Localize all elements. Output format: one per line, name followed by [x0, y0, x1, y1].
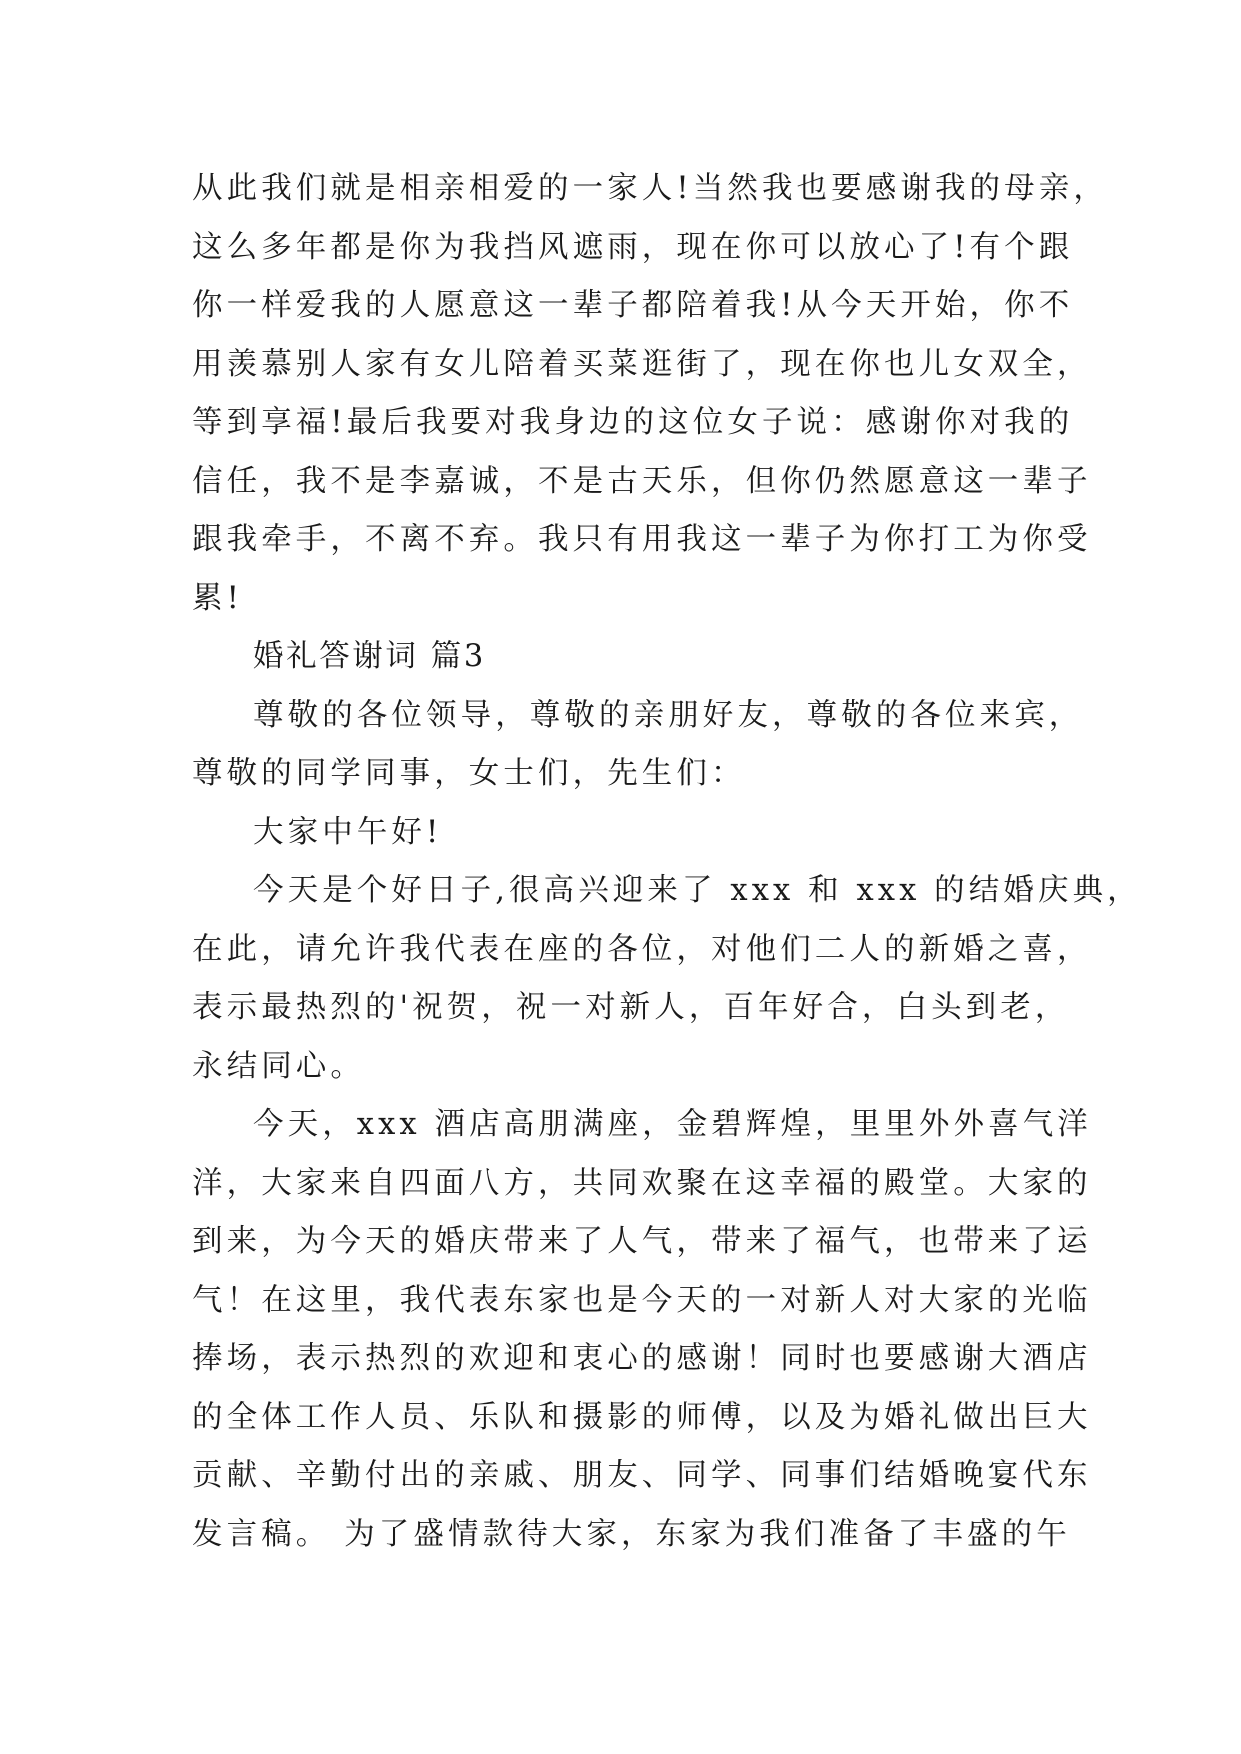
text-line: 你一样爱我的人愿意这一辈子都陪着我!从今天开始，你不: [192, 288, 1074, 323]
text-line: 累!: [192, 580, 243, 616]
paragraph-first-line: 今天是个好日子,很高兴迎来了 xxx 和 xxx 的结婚庆典，: [253, 873, 1142, 908]
text-line: 等到享福!最后我要对我身边的这位女子说：感谢你对我的: [192, 405, 1074, 440]
text-line: 尊敬的同学同事，女士们，先生们：: [192, 756, 746, 791]
text-line: 永结同心。: [192, 1048, 365, 1084]
paragraph-first-line: 尊敬的各位领导，尊敬的亲朋好友，尊敬的各位来宾，: [253, 697, 1084, 733]
text-line: 表示最热烈的'祝贺，祝一对新人，百年好合，白头到老，: [192, 990, 1070, 1025]
text-line: 这么多年都是你为我挡风遮雨，现在你可以放心了!有个跟: [192, 229, 1074, 265]
text-line: 从此我们就是相亲相爱的一家人!当然我也要感谢我的母亲，: [192, 171, 1108, 206]
text-line: 跟我牵手，不离不弃。我只有用我这一辈子为你打工为你受: [192, 522, 1092, 557]
text-line: 气！在这里，我代表东家也是今天的一对新人对大家的光临: [192, 1282, 1092, 1318]
text-line: 贡献、辛勤付出的亲戚、朋友、同学、同事们结婚晚宴代东: [192, 1458, 1092, 1493]
paragraph-first-line: 大家中午好!: [253, 814, 443, 850]
text-line: 在此，请允许我代表在座的各位，对他们二人的新婚之喜，: [192, 931, 1092, 967]
text-line: 发言稿。 为了盛情款待大家，东家为我们准备了丰盛的午: [192, 1516, 1071, 1552]
text-line: 的全体工作人员、乐队和摄影的师傅，以及为婚礼做出巨大: [192, 1399, 1092, 1435]
text-line: 洋，大家来自四面八方，共同欢聚在这幸福的殿堂。大家的: [192, 1165, 1092, 1201]
document-body: [192, 160, 1142, 1564]
text-line: 到来，为今天的婚庆带来了人气，带来了福气，也带来了运: [192, 1224, 1092, 1259]
section-heading: 婚礼答谢词 篇3: [253, 639, 486, 674]
paragraph-first-line: 今天，xxx 酒店高朋满座，金碧辉煌，里里外外喜气洋: [253, 1107, 1092, 1142]
text-line: 信任，我不是李嘉诚，不是古天乐，但你仍然愿意这一辈子: [192, 463, 1092, 499]
text-line: 捧场，表示热烈的欢迎和衷心的感谢！同时也要感谢大酒店: [192, 1341, 1092, 1376]
text-line: 用羡慕别人家有女儿陪着买菜逛街了，现在你也儿女双全，: [192, 346, 1092, 382]
